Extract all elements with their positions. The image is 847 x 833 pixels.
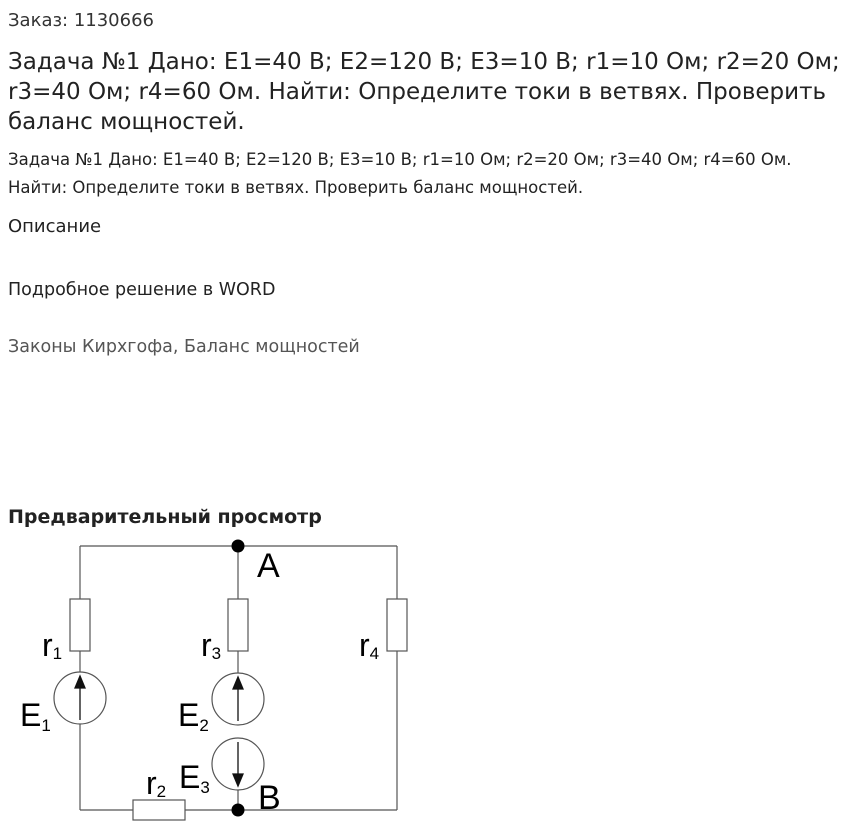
r4-label: r4 xyxy=(359,627,380,663)
r2-label: r2 xyxy=(146,765,167,801)
order-number: Заказ: 1130666 xyxy=(8,10,154,31)
tag-separator: , xyxy=(172,337,185,357)
resistor-r4 xyxy=(387,599,407,651)
solution-note: Подробное решение в WORD xyxy=(8,280,276,300)
node-b-label: B xyxy=(258,779,281,817)
tag-power-balance[interactable]: Баланс мощностей xyxy=(184,337,360,357)
tag-list xyxy=(8,337,360,357)
circuit-diagram xyxy=(0,530,847,833)
e3-label: E3 xyxy=(179,759,210,797)
task-description: Задача №1 Дано: E1=40 В; E2=120 В; E3=10 В; r1=10 Ом; r2=20 Ом; r3=40 Ом; r4=60 Ом. Найти: Определите токи в ветвях. Проверить баланс мощностей. xyxy=(8,150,792,197)
node-a-label: A xyxy=(257,547,280,585)
e2-label: E2 xyxy=(178,697,209,735)
task-title: Задача №1 Дано: E1=40 В; E2=120 В; E3=10 В; r1=10 Ом; r2=20 Ом; r3=40 Ом; r4=60 Ом. Найти: Определите токи в ветвях. Проверить баланс мощностей. xyxy=(8,49,840,135)
resistor-r1 xyxy=(70,599,90,651)
resistor-r2 xyxy=(133,800,185,820)
resistor-r3 xyxy=(228,599,248,651)
node-b-dot xyxy=(232,804,245,817)
r3-label: r3 xyxy=(201,627,222,663)
e1-label: E1 xyxy=(20,697,51,735)
description-heading: Описание xyxy=(8,216,102,237)
r1-label: r1 xyxy=(42,627,63,663)
node-a-dot xyxy=(232,540,245,553)
tag-kirchhoff-laws[interactable]: Законы Кирхгофа xyxy=(8,337,173,357)
preview-heading: Предварительный просмотр xyxy=(8,506,322,528)
